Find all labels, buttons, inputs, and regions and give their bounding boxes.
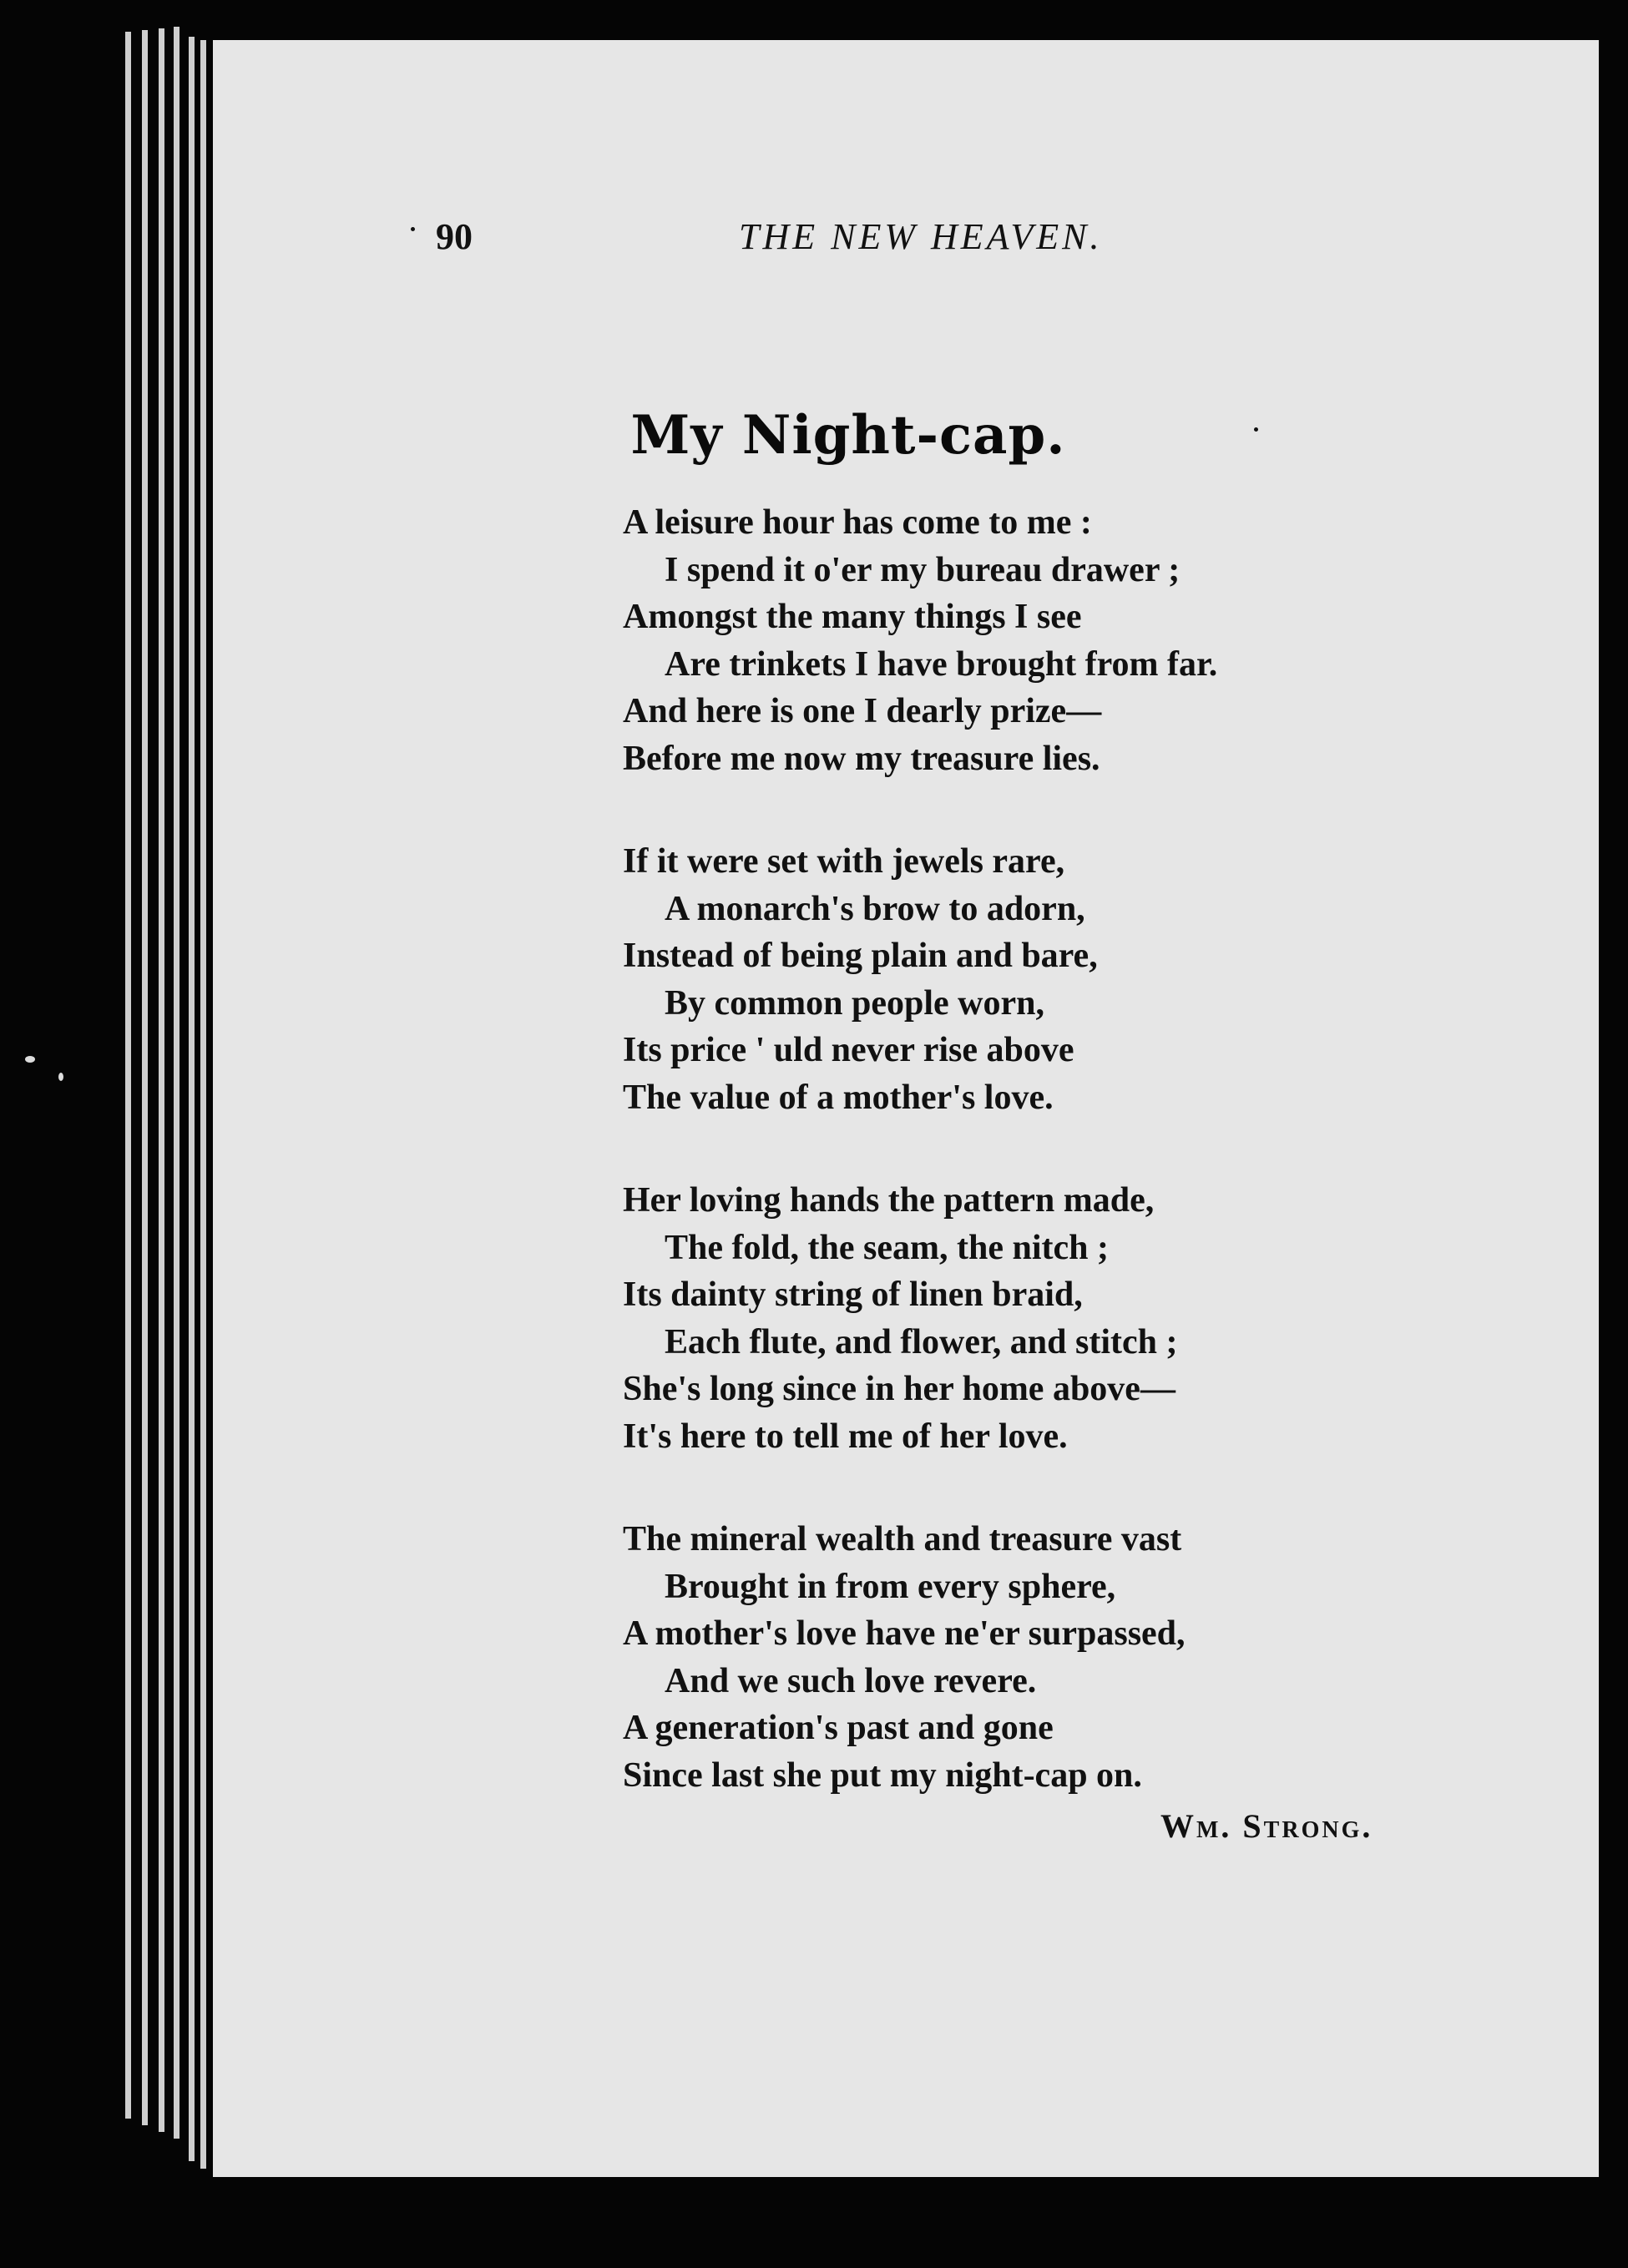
poem-line: She's long since in her home above— [623, 1370, 1175, 1408]
page-edge [189, 37, 195, 2161]
stanza [623, 499, 1541, 782]
running-title: THE NEW HEAVEN. [739, 216, 1103, 257]
poem-line: Instead of being plain and bare, [623, 937, 1098, 975]
running-head [0, 215, 1628, 274]
poem-line: Since last she put my night-cap on. [623, 1755, 1142, 1795]
scan-speck [1254, 427, 1258, 432]
poem-line: A monarch's brow to adorn, [665, 889, 1085, 928]
poem-line: Are trinkets I have brought from far. [665, 644, 1218, 684]
poem-line: By common people worn, [665, 983, 1044, 1023]
page-edge [174, 27, 179, 2139]
poem-line: Her loving hands the pattern made, [623, 1181, 1155, 1220]
poem-line: Each flute, and flower, and stitch ; [665, 1322, 1178, 1361]
poem-line: Its price ' uld never rise above [623, 1031, 1074, 1069]
poem-line: A generation's past and gone [623, 1709, 1054, 1747]
poem-line: Amongst the many things I see [623, 598, 1082, 636]
scan-speck [411, 227, 415, 231]
author-signature: Wm. Strong. [1160, 1807, 1373, 1845]
stanza [623, 1516, 1541, 1799]
page-number: 90 [436, 216, 473, 257]
poem-line: And we such love revere. [665, 1661, 1037, 1700]
page-edge [142, 30, 148, 2125]
poem-line: The mineral wealth and treasure vast [623, 1520, 1182, 1558]
poem-line: I spend it o'er my bureau drawer ; [665, 550, 1181, 589]
scan-speck [25, 1056, 35, 1063]
poem-title: My Night-cap. [630, 404, 1066, 467]
poem-line: The fold, the seam, the nitch ; [665, 1228, 1109, 1267]
poem-line: A mother's love have ne'er surpassed, [623, 1614, 1186, 1653]
page-edge [159, 28, 164, 2132]
poem-line: And here is one I dearly prize— [623, 692, 1102, 730]
poem-line: If it were set with jewels rare, [623, 842, 1065, 881]
poem-body [623, 499, 1541, 1855]
stanza [623, 1177, 1541, 1460]
poem-line: The value of a mother's love. [623, 1078, 1054, 1117]
poem-line: Brought in from every sphere, [665, 1567, 1116, 1606]
page-edge [200, 40, 206, 2169]
poem-line: A leisure hour has come to me : [623, 503, 1092, 542]
poem-line: Before me now my treasure lies. [623, 739, 1100, 778]
scan-speck [58, 1073, 63, 1081]
page-edge [125, 32, 131, 2119]
poem-line: It's here to tell me of her love. [623, 1417, 1068, 1456]
poem-line: Its dainty string of linen braid, [623, 1275, 1083, 1314]
stanza [623, 838, 1541, 1121]
